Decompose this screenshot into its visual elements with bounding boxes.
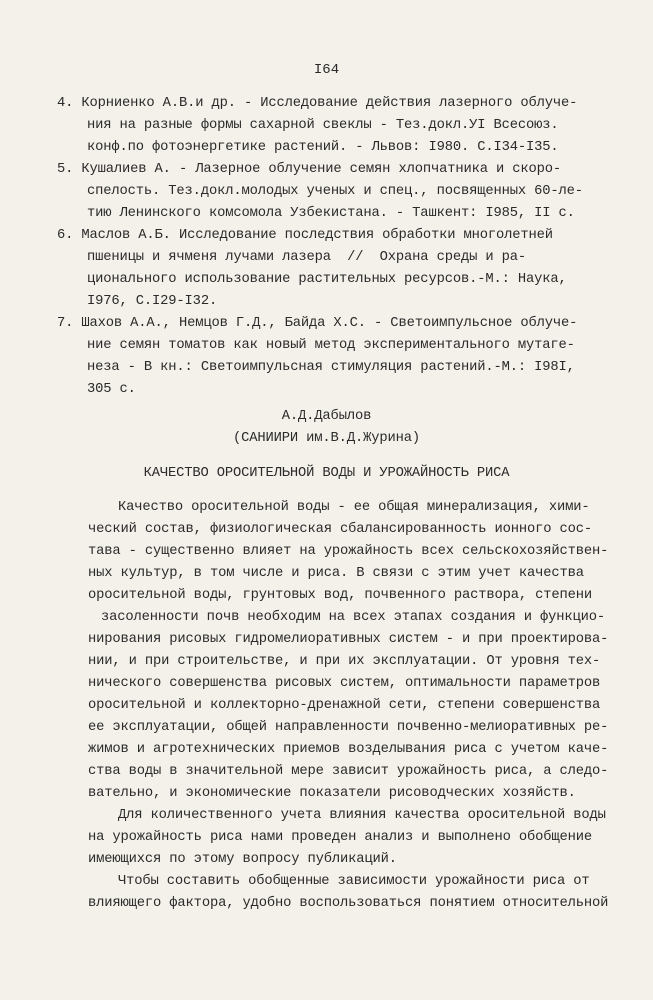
article-title: КАЧЕСТВО ОРОСИТЕЛЬНОЙ ВОДЫ И УРОЖАЙНОСТЬ РИСА [143,466,510,481]
reference-line: 7. Шахов А.А., Немцов Г.Д., Байда Х.С. - Светоимпульсное облуче- [57,316,578,331]
body-line: влияющего фактора, удобно воспользоваться понятием относительной [88,896,609,911]
body-line: засоленности почв необходим на всех этапах создания и функцио- [101,610,606,625]
body-line: ных культур, в том числе и риса. В связи с этим учет качества [88,566,584,581]
body-line: оросительной воды, грунтовых вод, почвенного раствора, степени [88,588,593,603]
body-line: жимов и агротехнических приемов возделывания риса с учетом каче- [88,742,609,757]
body-line: Качество оросительной воды - ее общая минерализация, хими- [118,500,590,515]
body-line: нического совершенства рисовых систем, оптимальности параметров [88,676,601,691]
body-line: на урожайность риса нами проведен анализ и выполнено обобщение [88,830,593,845]
page-number: I64 [313,62,340,78]
author-name: А.Д.Дабылов [281,409,372,424]
reference-line: пшеницы и ячменя лучами лазера // Охрана среды и ра- [87,250,526,265]
body-line: Чтобы составить обобщенные зависимости урожайности риса от [118,874,590,889]
body-line: тава - существенно влияет на урожайность всех сельскохозяйствен- [88,544,609,559]
reference-line: ционального использование растительных ресурсов.-М.: Наука, [87,272,567,287]
body-line: оросительной и коллекторно-дренажной сети, степени совершенства [88,698,601,713]
author-affiliation: (САНИИРИ им.В.Д.Журина) [233,431,420,446]
body-line: Для количественного учета влияния качества оросительной воды [118,808,606,823]
body-line: имеющихся по этому вопросу публикаций. [88,852,397,867]
reference-line: 4. Корниенко А.В.и др. - Исследование действия лазерного облуче- [57,96,578,111]
body-line: ства воды в значительной мере зависит урожайность риса, а следо- [88,764,609,779]
reference-line: спелость. Тез.докл.молодых ученых и спец., посвященных 60-ле- [87,184,583,199]
reference-line: тию Ленинского комсомола Узбекистана. - Ташкент: I985, II с. [87,206,575,221]
reference-line: 305 с. [87,382,136,397]
reference-line: 6. Маслов А.Б. Исследование последствия обработки многолетней [57,228,553,243]
body-line: вательно, и экономические показатели рисоводческих хозяйств. [88,786,576,801]
reference-line: ния на разные формы сахарной свеклы - Тез.докл.УI Всесоюз. [87,118,559,133]
reference-line: конф.по фотоэнергетике растений. - Львов: I980. С.I34-I35. [87,140,559,155]
body-line: нирования рисовых гидромелиоративных систем - и при проектирова- [88,632,609,647]
reference-line: ние семян томатов как новый метод экспериментального мутаге- [87,338,575,353]
reference-line: I976, С.I29-I32. [87,294,218,309]
body-line: ческий состав, физиологическая сбалансированность ионного сос- [88,522,593,537]
body-line: нии, и при строительстве, и при их эксплуатации. От уровня тех- [88,654,601,669]
body-line: ее эксплуатации, общей направленности почвенно-мелиоративных ре- [88,720,609,735]
reference-line: 5. Кушалиев А. - Лазерное облучение семян хлопчатника и скоро- [57,162,562,177]
reference-line: неза - В кн.: Светоимпульсная стимуляция растений.-М.: I98I, [87,360,575,375]
